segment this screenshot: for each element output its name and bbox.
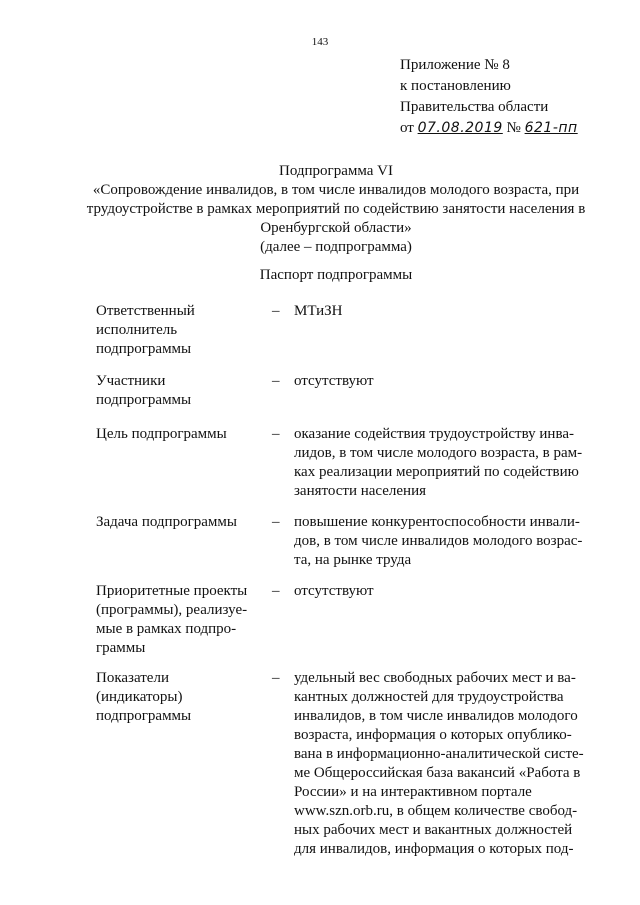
value-line: МТиЗН: [294, 303, 343, 319]
value-line: отсутствуют: [294, 583, 374, 599]
appendix-line: Правительства области: [400, 99, 549, 115]
label-line: подпрограммы: [96, 392, 192, 408]
value-line: ме Общероссийская база вакансий «Работа в: [294, 765, 581, 781]
title-line: Оренбургской области»: [260, 220, 412, 236]
appendix-line: Приложение № 8: [400, 57, 510, 73]
label-line: Ответственный: [96, 303, 195, 319]
appendix-header: [400, 55, 578, 139]
handwritten-date: 07.08.2019: [417, 120, 503, 136]
appendix-date-line: [400, 118, 578, 139]
title-line: (далее – подпрограмма): [260, 239, 412, 255]
from-prefix: от: [400, 120, 414, 136]
label-line: Показатели: [96, 670, 169, 686]
row-value: [294, 513, 600, 570]
page-number: 143: [311, 36, 329, 48]
value-line: удельный вес свободных рабочих мест и ва-: [294, 670, 576, 686]
row-label: [96, 425, 266, 444]
row-label: [96, 669, 266, 726]
value-line: инвалидов, в том числе инвалидов молодого: [294, 708, 578, 724]
row-label: [96, 513, 266, 532]
row-label: [96, 372, 266, 410]
handwritten-number: 621-пп: [524, 120, 578, 136]
row-dash: –: [272, 514, 280, 530]
label-line: подпрограммы: [96, 708, 192, 724]
row-value: [294, 669, 600, 859]
label-line: мые в рамках подпро-: [96, 621, 237, 637]
label-line: подпрограммы: [96, 341, 192, 357]
value-line: вана в информационно-аналитической систе-: [294, 746, 584, 762]
row-dash: –: [272, 670, 280, 686]
value-line: www.szn.orb.ru, в общем количестве свобод-: [294, 803, 578, 819]
row-value: [294, 372, 600, 391]
value-line: кантных должностей для трудоустройства: [294, 689, 564, 705]
value-line: дов, в том числе инвалидов молодого возрас-: [294, 533, 583, 549]
title-line: Подпрограмма VI: [279, 163, 393, 179]
passport-title: Паспорт подпрограммы: [259, 267, 413, 283]
value-line: возраста, информация о которых опублико-: [294, 727, 572, 743]
value-line: повышение конкурентоспособности инвали-: [294, 514, 580, 530]
title-line: «Сопровождение инвалидов, в том числе инвалидов молодого возраста, при: [92, 182, 580, 198]
value-line: занятости населения: [294, 483, 427, 499]
row-dash: –: [272, 426, 280, 442]
label-line: исполнитель: [96, 322, 178, 338]
row-value: [294, 425, 600, 501]
label-line: Участники: [96, 373, 166, 389]
row-dash: –: [272, 303, 280, 319]
label-line: Приоритетные проекты: [96, 583, 248, 599]
row-label: [96, 302, 266, 359]
label-line: (программы), реализуе-: [96, 602, 248, 618]
appendix-line: к постановлению: [400, 78, 511, 94]
label-line: Цель подпрограммы: [96, 426, 227, 442]
title-line: трудоустройстве в рамках мероприятий по содействию занятости населения в: [86, 201, 586, 217]
row-dash: –: [272, 583, 280, 599]
value-line: России» и на интерактивном портале: [294, 784, 532, 800]
value-line: для инвалидов, информация о которых под-: [294, 841, 574, 857]
value-line: лидов, в том числе молодого возраста, в рам-: [294, 445, 583, 461]
value-line: ках реализации мероприятий по содействию: [294, 464, 579, 480]
number-prefix: №: [506, 120, 521, 136]
row-value: [294, 582, 600, 601]
value-line: та, на рынке труда: [294, 552, 412, 568]
row-label: [96, 582, 266, 658]
label-line: граммы: [96, 640, 146, 656]
row-dash: –: [272, 373, 280, 389]
subprogram-title: [70, 162, 602, 257]
value-line: ных рабочих мест и вакантных должностей: [294, 822, 573, 838]
value-line: отсутствуют: [294, 373, 374, 389]
value-line: оказание содействия трудоустройству инва-: [294, 426, 574, 442]
label-line: Задача подпрограммы: [96, 514, 237, 530]
label-line: (индикаторы): [96, 689, 183, 705]
row-value: [294, 302, 600, 321]
